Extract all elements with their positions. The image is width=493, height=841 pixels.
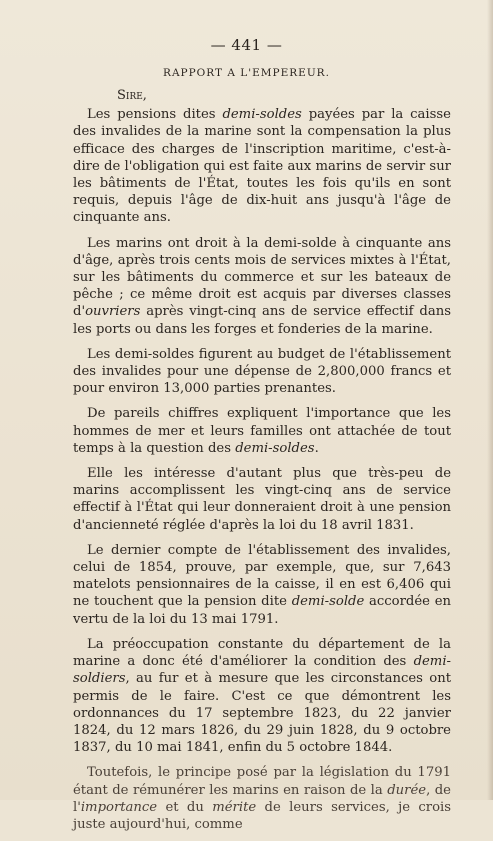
paragraph — [73, 106, 451, 226]
text-run: De pareils chiffres expliquent l'importance que les hommes de mer et leurs familles ont attachée de tout temps à la question des — [73, 406, 451, 456]
text-run: accordée en vertu de la loi du 13 mai 1791. — [73, 594, 451, 627]
text-run: Les demi-soldes figurent au budget de l'établissement des invalides pour une dépense de 2,800,000 francs et pour environ 13,000 parties prenantes. — [73, 346, 451, 397]
italic-text: demi-soldes — [235, 440, 315, 456]
italic-text: demi-solde — [291, 594, 365, 610]
italic-text: importance — [80, 799, 158, 815]
italic-text: demi-soldiers — [73, 654, 451, 687]
report-heading: RAPPORT A L'EMPEREUR. — [163, 67, 330, 79]
paragraph — [73, 405, 451, 457]
paragraph — [73, 636, 451, 756]
text-run: Toutefois, le principe posé par la législation du 1791 étant de rémunérer les marins en raison de la — [73, 765, 451, 798]
italic-text: demi-soldes — [222, 107, 302, 123]
text-run: , de l' — [73, 782, 451, 815]
page-number: — 441 — — [210, 36, 283, 54]
italic-text: ouvriers — [85, 304, 141, 320]
text-run: Les marins ont droit à la demi-solde à cinquante ans d'âge, après trois cents mois de services mixtes à l'État, sur les bâtiments du commerce et sur les bateaux de pêche ; ce même droit est acquis par diverses classes d' — [73, 235, 451, 320]
paragraph-list — [73, 106, 451, 833]
paragraph — [73, 764, 451, 833]
text-run: Le dernier compte de l'établissement des invalides, celui de 1854, prouve, par exemple, que, sur 7,643 matelots pensionnaires de la caisse, il en est 6,406 qui ne touchent que la pension dite — [73, 542, 451, 610]
text-run: La préoccupation constante du département de la marine a donc été d'améliorer la condition des — [73, 636, 451, 670]
text-run: Elle les intéresse d'autant plus que très-peu de marins accomplissent les vingt-cinq ans de service effectif à l'État qui leur donneraient droit à une pension d'ancienneté réglée d'après la loi du 18 avril 1831. — [73, 466, 451, 533]
text-run: payées par la caisse des invalides de la marine sont la compensation la plus efficace des charges de l'inscription maritime, c'est-à-dire de l'obligation qui est faite aux marins de servir sur les bâtiments de l'État, toutes les fois qu'ils en sont requis, depuis l'âge de dix-huit ans jusqu'à l'âge de cinquante ans. — [73, 107, 451, 226]
paragraph — [73, 465, 451, 534]
italic-text: mérite — [212, 799, 257, 815]
report-body — [73, 87, 451, 841]
text-run: de leurs services, je crois juste aujourd'hui, comme — [73, 799, 451, 832]
text-run: , au fur et à mesure que les circonstances ont permis de le faire. C'est ce que démontrent les ordonnances du 17 septembre 1823, du 22 janvier 1824, du 12 mars 1826, du 29 juin 1828, du 9 octobre 1837, du 10 mai 1841, enfin du 5 octobre 1844. — [73, 671, 451, 756]
salutation: Sire, — [117, 88, 147, 103]
page-edge-shadow — [487, 0, 493, 800]
text-run: Les pensions dites — [87, 107, 223, 123]
paragraph — [73, 346, 451, 398]
italic-text: durée — [387, 782, 427, 798]
paragraph — [73, 542, 451, 628]
text-run: et du — [157, 799, 213, 815]
text-run: après vingt-cinq ans de service effectif dans les ports ou dans les forges et fonderies de la marine. — [73, 304, 451, 337]
paragraph — [73, 235, 451, 338]
text-run: . — [314, 440, 319, 456]
